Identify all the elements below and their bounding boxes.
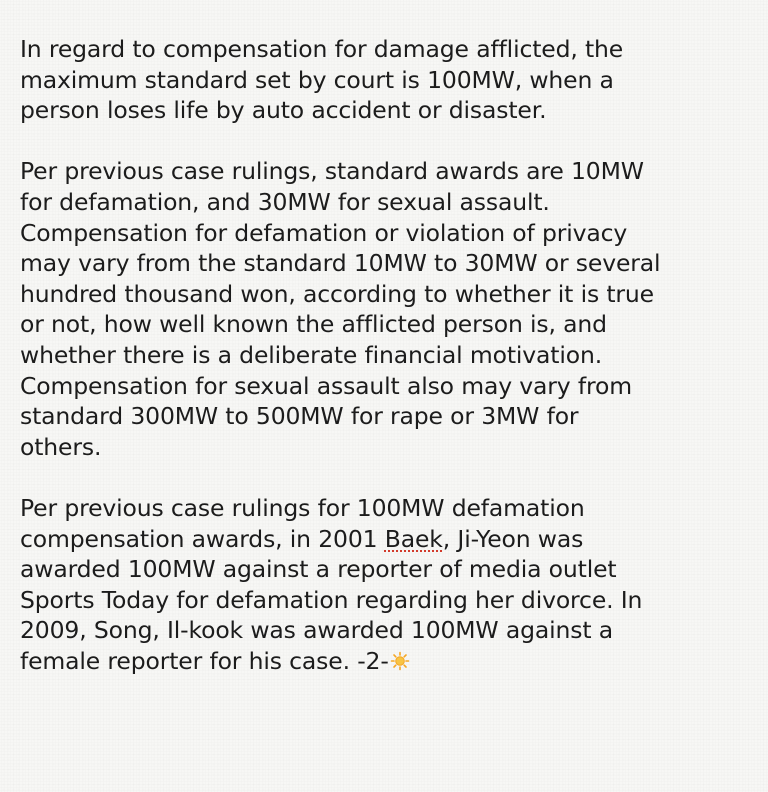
text-line: In regard to compensation for damage afflicted, the: [20, 35, 624, 63]
text-line: whether there is a deliberate financial motivation.: [20, 340, 603, 369]
text-line: awarded 100MW against a reporter of media outlet: [20, 555, 617, 584]
text-line: Per previous case rulings for 100MW defamation: [20, 493, 585, 522]
paragraph-2: [20, 156, 756, 462]
text-line: hundred thousand won, according to whether it is true: [20, 279, 654, 308]
paragraph-gap: [20, 126, 756, 157]
sun-icon: [390, 651, 410, 671]
text-line: [20, 646, 756, 677]
paragraph-3: [20, 493, 756, 677]
spellcheck-flagged-word[interactable]: Baek: [384, 524, 443, 553]
text-segment: female reporter for his case. -2-: [20, 646, 389, 675]
text-segment: , Ji-Yeon was: [442, 524, 584, 553]
text-line: or not, how well known the afflicted person is, and: [20, 310, 607, 339]
paragraph-gap: [20, 462, 756, 493]
text-segment: compensation awards, in 2001: [20, 524, 385, 553]
text-line: person loses life by auto accident or disaster.: [20, 96, 547, 125]
text-line: Compensation for defamation or violation of privacy: [20, 218, 628, 247]
text-line: [20, 524, 756, 555]
text-line: for defamation, and 30MW for sexual assault.: [20, 187, 550, 216]
text-line: 2009, Song, Il-kook was awarded 100MW against a: [20, 616, 613, 645]
text-line: Per previous case rulings, standard awards are 10MW: [20, 157, 644, 186]
text-line: others.: [20, 432, 102, 461]
text-line: standard 300MW to 500MW for rape or 3MW for: [20, 402, 579, 431]
note-body: [20, 34, 756, 676]
text-line: Compensation for sexual assault also may vary from: [20, 371, 632, 400]
text-line: may vary from the standard 10MW to 30MW or several: [20, 249, 661, 278]
paragraph-1: [20, 34, 756, 126]
text-line: Sports Today for defamation regarding her divorce. In: [20, 585, 643, 614]
text-line: maximum standard set by court is 100MW, when a: [20, 65, 614, 94]
